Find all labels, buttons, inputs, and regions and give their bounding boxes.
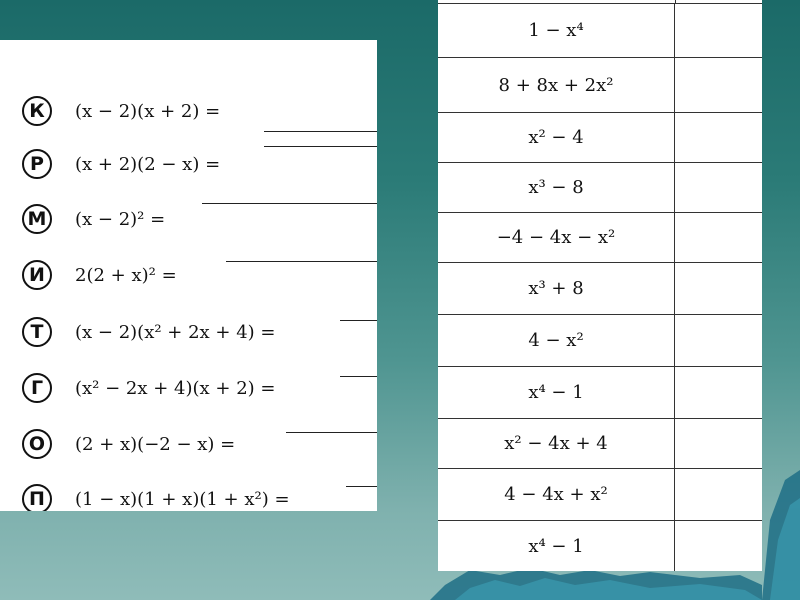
table-row [438, 521, 762, 571]
answer-cell: 4 − x² [438, 315, 675, 366]
match-cell[interactable] [675, 521, 762, 571]
exercise-row [22, 313, 276, 351]
exercise-row [22, 425, 235, 463]
answer-blank[interactable] [286, 432, 377, 433]
exercise-expression: (2 + x)(−2 − x) = [75, 433, 236, 455]
exercise-row [22, 200, 165, 238]
table-row [438, 315, 762, 367]
table-divider [675, 0, 676, 3]
answer-cell: x² − 4x + 4 [438, 419, 675, 468]
answer-cell: x³ + 8 [438, 263, 675, 314]
answer-cell: 8 + 8x + 2x² [438, 58, 675, 112]
match-cell[interactable] [675, 315, 762, 366]
table-row [438, 469, 762, 521]
letter-badge: Г [22, 373, 52, 403]
letter-badge: О [22, 429, 52, 459]
table-row [438, 163, 762, 213]
answer-blank[interactable] [226, 261, 377, 262]
exercise-expression: (x − 2)² = [75, 208, 166, 230]
answer-cell: 1 − x⁴ [438, 4, 675, 57]
answer-cell: x⁴ − 1 [438, 367, 675, 418]
answer-table [438, 0, 762, 571]
exercise-panel [0, 40, 377, 511]
exercise-expression: 2(2 + x)² = [75, 264, 177, 286]
answer-cell: x³ − 8 [438, 163, 675, 212]
letter-badge: И [22, 260, 52, 290]
answer-cell: x² − 4 [438, 113, 675, 162]
exercise-expression: (1 − x)(1 + x)(1 + x²) = [75, 488, 290, 510]
answer-blank[interactable] [264, 131, 377, 132]
table-row [438, 419, 762, 469]
letter-badge: К [22, 96, 52, 126]
exercise-row [22, 369, 276, 407]
match-cell[interactable] [675, 113, 762, 162]
table-row [438, 213, 762, 263]
match-cell[interactable] [675, 163, 762, 212]
exercise-row [22, 92, 220, 130]
exercise-expression: (x − 2)(x² + 2x + 4) = [75, 321, 276, 343]
answer-cell: −4 − 4x − x² [438, 213, 675, 262]
answer-cell: 4 − 4x + x² [438, 469, 675, 520]
match-cell[interactable] [675, 213, 762, 262]
answer-blank[interactable] [264, 146, 377, 147]
answer-blank[interactable] [340, 320, 377, 321]
letter-badge: М [22, 204, 52, 234]
table-row [438, 263, 762, 315]
answer-cell: x⁴ − 1 [438, 521, 675, 571]
match-cell[interactable] [675, 469, 762, 520]
answer-blank[interactable] [202, 203, 377, 204]
match-cell[interactable] [675, 4, 762, 57]
exercise-expression: (x + 2)(2 − x) = [75, 153, 221, 175]
exercise-row [22, 145, 220, 183]
table-row [438, 367, 762, 419]
answer-blank[interactable] [346, 486, 377, 487]
exercise-expression: (x − 2)(x + 2) = [75, 100, 221, 122]
match-cell[interactable] [675, 367, 762, 418]
exercise-expression: (x² − 2x + 4)(x + 2) = [75, 377, 276, 399]
table-row [438, 113, 762, 163]
table-row [438, 58, 762, 113]
exercise-row [22, 480, 290, 511]
letter-badge: П [22, 484, 52, 511]
match-cell[interactable] [675, 419, 762, 468]
letter-badge: Р [22, 149, 52, 179]
answer-blank[interactable] [340, 376, 377, 377]
exercise-row [22, 256, 177, 294]
match-cell[interactable] [675, 58, 762, 112]
letter-badge: Т [22, 317, 52, 347]
table-row [438, 4, 762, 58]
match-cell[interactable] [675, 263, 762, 314]
